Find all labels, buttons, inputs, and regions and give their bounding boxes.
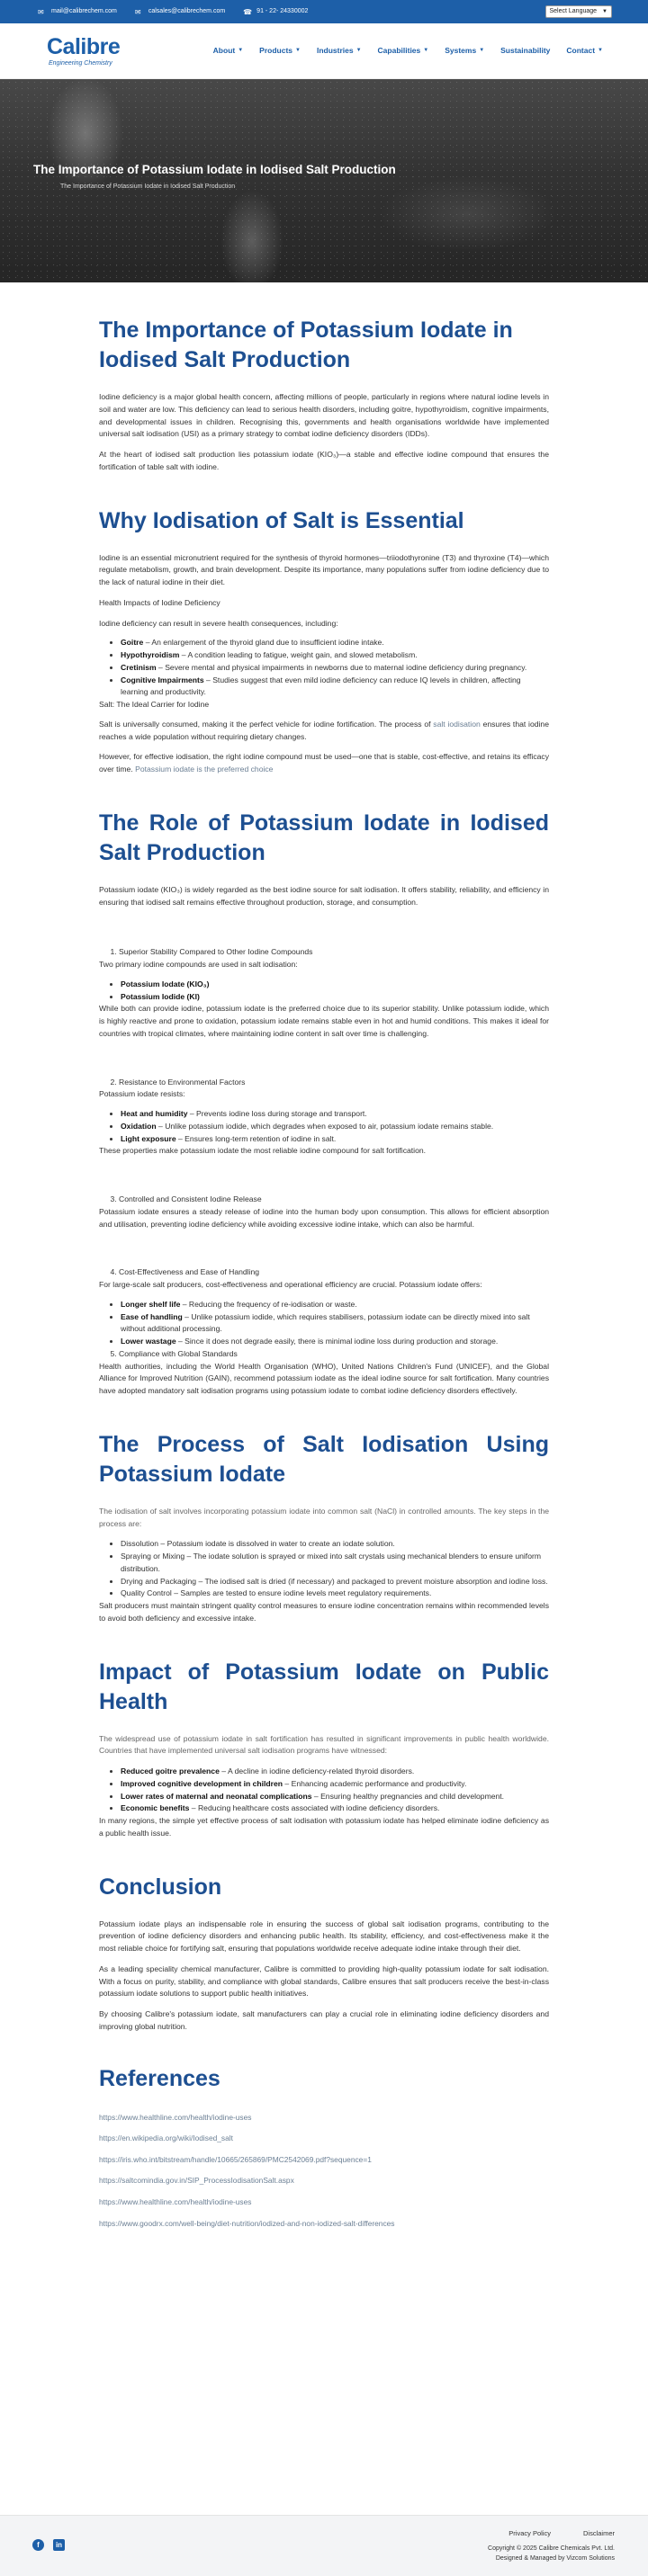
list-item-text: – A condition leading to fatigue, weight gain, and slowed metabolism. bbox=[179, 650, 418, 659]
intro-paragraph-2: At the heart of iodised salt production lies potassium iodate (KIO₃)—a stable and effective iodine compound that ensures the fortification of table salt with iodine. bbox=[99, 450, 549, 471]
list-item-text: – Studies suggest that even mild iodine deficiency can reduce IQ levels in children, affecting learning and productivity. bbox=[121, 675, 521, 697]
list-item-term: Reduced goitre prevalence bbox=[121, 1767, 220, 1775]
nav-item-about[interactable] bbox=[213, 45, 244, 57]
role-point-heading: 3. Controlled and Consistent Iodine Release bbox=[119, 1194, 549, 1206]
hero-overlay bbox=[0, 79, 648, 282]
list-item-term: Cretinism bbox=[121, 662, 157, 672]
why-subheading-salt: Salt: The Ideal Carrier for Iodine bbox=[99, 700, 210, 709]
chevron-down-icon: ▼ bbox=[295, 48, 301, 53]
role-point-heading: 4. Cost-Effectiveness and Ease of Handling bbox=[119, 1266, 549, 1279]
cost-effectiveness-list bbox=[99, 1299, 549, 1348]
role-point-heading: 2. Resistance to Environmental Factors bbox=[119, 1077, 549, 1089]
reference-link[interactable]: https://iris.who.int/bitstream/handle/10665/265869/PMC2542069.pdf?sequence=1 bbox=[99, 2154, 372, 2164]
breadcrumb: The Importance of Potassium Iodate in Iodised Salt Production bbox=[60, 183, 236, 190]
logo-name: Calibre bbox=[47, 33, 121, 59]
chevron-down-icon: ▼ bbox=[356, 48, 362, 53]
nav-item-label: Systems bbox=[445, 46, 477, 56]
envelope-icon: ✉ bbox=[38, 7, 44, 16]
privacy-policy-link[interactable]: Privacy Policy bbox=[508, 2529, 551, 2537]
nav-item-systems[interactable] bbox=[445, 45, 484, 57]
facebook-icon[interactable]: f bbox=[32, 2539, 44, 2551]
email-text-mail[interactable]: mail@calibrechem.com bbox=[51, 7, 117, 14]
top-bar bbox=[0, 0, 648, 23]
list-item-term: Lower rates of maternal and neonatal complications bbox=[121, 1791, 312, 1801]
nav-item-label: Contact bbox=[566, 46, 596, 56]
role-point-1 bbox=[99, 946, 549, 959]
list-item bbox=[121, 1133, 549, 1146]
list-item-term: Potassium Iodate (KIO₃) bbox=[121, 979, 210, 988]
hero-title: The Importance of Potassium Iodate in Iodised Salt Production bbox=[33, 163, 396, 176]
list-item-text: – An enlargement of the thyroid gland due to insufficient iodine intake. bbox=[143, 638, 384, 648]
why-paragraph-4 bbox=[99, 751, 549, 776]
role-point-3 bbox=[99, 1194, 549, 1206]
impact-paragraph-2: In many regions, the simple yet effective process of salt iodisation with potassium iodate has helped eliminate iodine deficiency as a public health issue. bbox=[99, 1816, 549, 1838]
main-navigation bbox=[0, 23, 648, 79]
list-item bbox=[121, 1336, 549, 1348]
list-item-text: – Reducing healthcare costs associated with iodine deficiency disorders. bbox=[189, 1803, 440, 1813]
footer bbox=[0, 2515, 648, 2576]
hero-banner bbox=[0, 79, 648, 282]
list-item bbox=[121, 1108, 549, 1121]
why-paragraph-2: Iodine deficiency can result in severe health consequences, including: bbox=[99, 618, 338, 628]
nav-menu bbox=[197, 45, 603, 57]
role-point-1-intro: Two primary iodine compounds are used in salt iodisation: bbox=[99, 960, 298, 969]
email-link-sales[interactable] bbox=[135, 7, 225, 17]
nav-item-capabilities[interactable] bbox=[378, 45, 429, 57]
preferred-choice-link[interactable]: Potassium iodate is the preferred choice bbox=[135, 765, 274, 774]
list-item-term: Longer shelf life bbox=[121, 1299, 181, 1309]
list-item-term: Potassium Iodide (KI) bbox=[121, 991, 200, 1001]
nav-item-label: Products bbox=[259, 46, 293, 56]
role-paragraph-1: Potassium iodate (KIO₃) is widely regarded as the best iodine source for salt iodisation. It offers stability, reliability, and efficiency in ensuring that iodised salt remains effective throughout production, storage, and consumption. bbox=[99, 884, 549, 907]
list-item-term: Improved cognitive development in children bbox=[121, 1778, 284, 1788]
list-item bbox=[121, 1766, 549, 1778]
list-item-text: – Ensures long-term retention of iodine in salt. bbox=[176, 1133, 337, 1143]
email-text-sales[interactable]: calsales@calibrechem.com bbox=[148, 7, 226, 14]
why-paragraph-3-start: Salt is universally consumed, making it the perfect vehicle for iodine fortification. The process of bbox=[99, 719, 434, 729]
list-item-term: Ease of handling bbox=[121, 1311, 183, 1321]
disclaimer-link[interactable]: Disclaimer bbox=[582, 2529, 615, 2537]
list-item-text: – Unlike potassium iodide, which degrades when exposed to air, potassium iodate remains stable. bbox=[156, 1121, 494, 1131]
list-item-term: Light exposure bbox=[121, 1133, 176, 1143]
nav-item-products[interactable] bbox=[259, 45, 301, 57]
list-item-text: – Prevents iodine loss during storage and transport. bbox=[187, 1109, 367, 1118]
list-item-term: Oxidation bbox=[121, 1121, 157, 1131]
list-item-text: – Severe mental and physical impairments in newborns due to maternal iodine deficiency during pregnancy. bbox=[156, 662, 527, 672]
why-subheading-health: Health Impacts of Iodine Deficiency bbox=[99, 597, 220, 607]
reference-link[interactable]: https://saltcomindia.gov.in/SIP_ProcessIodisationSalt.aspx bbox=[99, 2176, 294, 2186]
role-point-5 bbox=[99, 1348, 549, 1361]
reference-link[interactable]: https://www.healthline.com/health/iodine-uses bbox=[99, 2196, 252, 2206]
chevron-down-icon: ▼ bbox=[423, 48, 429, 53]
copyright-block bbox=[488, 2545, 615, 2564]
list-item bbox=[121, 675, 549, 700]
section-title-process: The Process of Salt Iodisation Using Potassium Iodate bbox=[99, 1431, 549, 1487]
list-item bbox=[121, 1299, 549, 1311]
why-paragraph-4-start: However, for effective iodisation, the right iodine compound must be used—one that is stable, cost-effective, and retains its efficacy over time. bbox=[99, 752, 549, 774]
list-item-term: Hypothyroidism bbox=[121, 650, 180, 659]
list-item: • Spraying or Mixing – The iodate solution is sprayed or mixed into salt crystals using mechanical blenders to ensure uniform distribution. bbox=[121, 1551, 549, 1576]
list-item bbox=[121, 637, 549, 649]
environmental-resistance-list bbox=[99, 1108, 549, 1145]
conclusion-paragraph-3: By choosing Calibre's potassium iodate, salt manufacturers can play a crucial role in eliminating iodine deficiency disorders and improving global nutrition. bbox=[99, 2009, 549, 2031]
role-point-4 bbox=[99, 1266, 549, 1279]
nav-item-label: Industries bbox=[316, 46, 354, 56]
impact-paragraph-1: The widespread use of potassium iodate in salt fortification has resulted in significant improvements in public health worldwide. Countries that have implemented universal salt iodisation programs have witnessed: bbox=[99, 1733, 549, 1756]
credit-text: Designed & Managed by Vizcom Solutions bbox=[495, 2554, 615, 2562]
chevron-down-icon: ▼ bbox=[479, 48, 485, 53]
list-item-term: Economic benefits bbox=[121, 1803, 190, 1813]
list-item bbox=[121, 991, 549, 1004]
list-item bbox=[121, 979, 549, 991]
section-title-role: The Role of Potassium Iodate in Iodised Salt Production bbox=[99, 809, 549, 865]
list-item-term: Cognitive Impairments bbox=[121, 675, 204, 684]
envelope-icon: ✉ bbox=[134, 7, 141, 16]
chevron-down-icon: ▼ bbox=[602, 8, 608, 14]
process-steps-list bbox=[99, 1538, 549, 1600]
role-point-heading: 1. Superior Stability Compared to Other Iodine Compounds bbox=[119, 946, 549, 959]
section-title-impact: Impact of Potassium Iodate on Public Health bbox=[99, 1659, 549, 1714]
list-item bbox=[121, 662, 549, 675]
phone-link[interactable] bbox=[243, 7, 308, 17]
role-point-4-intro: For large-scale salt producers, cost-effectiveness and operational efficiency are crucial. Potassium iodate offers: bbox=[99, 1280, 482, 1289]
logo-tagline: Engineering Chemistry bbox=[49, 59, 112, 67]
footer-links bbox=[476, 2528, 615, 2538]
language-select-value: Select Language bbox=[549, 7, 598, 14]
social-links bbox=[32, 2539, 74, 2551]
reference-link[interactable]: https://www.healthline.com/health/iodine-uses bbox=[99, 2112, 252, 2122]
list-item-text: – Since it does not degrade easily, there is minimal iodine loss during production and storage. bbox=[176, 1337, 499, 1346]
role-point-2 bbox=[99, 1077, 549, 1089]
phone-text[interactable]: 91 - 22- 24330002 bbox=[256, 7, 309, 14]
list-item-term: Lower wastage bbox=[121, 1337, 176, 1346]
role-point-1-body: While both can provide iodine, potassium iodate is the preferred choice due to its superior stability. Unlike potassium iodide, which is highly reactive and prone to oxidation, potassium iodate remains stable even in hot and humid conditions. This makes it ideal for countries with tropical climates, where maintaining iodine content in salt over time is challenging. bbox=[99, 1004, 549, 1038]
nav-item-contact[interactable] bbox=[566, 45, 603, 57]
nav-item-label: Capabilities bbox=[377, 46, 421, 56]
list-item-term: Goitre bbox=[121, 638, 144, 648]
copyright-text: Copyright © 2025 Calibre Chemicals Pvt. Ltd. bbox=[488, 2545, 615, 2552]
conclusion-paragraph-1: Potassium iodate plays an indispensable role in ensuring the success of global salt iodisation programs, contributing to the prevention of iodine deficiency disorders and enhancing public health. Its stability, efficiency, and cost-effectiveness make it the most reliable choice for fortifying salt, ensuring that populations worldwide receive adequate iodine intake through their diet. bbox=[99, 1919, 549, 1953]
role-point-heading: 5. Compliance with Global Standards bbox=[119, 1348, 549, 1361]
why-paragraph-3 bbox=[99, 719, 549, 744]
conclusion-paragraph-2: As a leading speciality chemical manufacturer, Calibre is committed to providing high-quality potassium iodate for salt iodisation. With a focus on purity, stability, and compliance with global standards, Calibre ensures that salt producers receive the best-in-class potassium iodate solutions to support public health initiatives. bbox=[99, 1963, 549, 1999]
nav-item-label: About bbox=[212, 46, 236, 56]
role-point-2-intro: Potassium iodate resists: bbox=[99, 1089, 185, 1099]
nav-item-label: Sustainability bbox=[500, 46, 551, 56]
section-title-conclusion: Conclusion bbox=[99, 1874, 222, 1900]
role-point-3-body: Potassium iodate ensures a steady release of iodine into the human body upon consumption. This allows for efficient absorption and utilisation, preventing iodine deficiency while avoiding excessive iodine intake, which can also be harmful. bbox=[99, 1206, 549, 1229]
logo[interactable] bbox=[47, 33, 121, 67]
why-paragraph-3-end: ensures that iodine reaches a wide population without requiring dietary changes. bbox=[99, 719, 549, 741]
list-item bbox=[121, 1791, 549, 1803]
list-item-text: – Enhancing academic performance and productivity. bbox=[283, 1778, 467, 1788]
salt-iodisation-link[interactable]: salt iodisation bbox=[433, 719, 481, 729]
list-item: • Quality Control – Samples are tested to ensure iodine levels meet regulatory requirements. bbox=[121, 1588, 549, 1600]
nav-item-industries[interactable] bbox=[317, 45, 362, 57]
references-list bbox=[99, 2112, 549, 2230]
role-point-2-body: These properties make potassium iodate the most reliable iodine compound for salt fortification. bbox=[99, 1146, 427, 1156]
chevron-down-icon: ▼ bbox=[238, 48, 244, 53]
chevron-down-icon: ▼ bbox=[598, 48, 603, 53]
process-paragraph-1: The iodisation of salt involves incorporating potassium iodate into common salt (NaCl) in controlled amounts. The key steps in the process are: bbox=[99, 1506, 549, 1528]
phone-icon: ☎ bbox=[243, 7, 253, 16]
list-item: • Dissolution – Potassium iodate is dissolved in water to create an iodate solution. bbox=[121, 1538, 549, 1551]
linkedin-icon[interactable]: in bbox=[53, 2539, 65, 2551]
intro-paragraph-1: Iodine deficiency is a major global health concern, affecting millions of people, particularly in regions where natural iodine levels in soil and water are low. This deficiency can lead to serious health disorders, including goitre, hypothyroidism, cognitive impairments, and developmental issues in children. Recognising this, governments and health organisations worldwide have implemented universal salt iodisation (USI) as a primary strategy to combat iodine deficiency disorders (IDDs). bbox=[99, 392, 549, 439]
reference-link[interactable]: https://www.goodrx.com/well-being/diet-nutrition/iodized-and-non-iodized-salt-differences bbox=[99, 2218, 395, 2228]
list-item-text: – Unlike potassium iodide, which requires stabilisers, potassium iodate can be directly mixed into salt without additional processing. bbox=[121, 1311, 530, 1334]
list-item bbox=[121, 649, 549, 662]
nav-item-sustainability[interactable] bbox=[500, 45, 550, 57]
list-item-text: – A decline in iodine deficiency-related thyroid disorders. bbox=[219, 1767, 415, 1775]
impact-benefits-list bbox=[99, 1766, 549, 1815]
list-item bbox=[121, 1778, 549, 1791]
role-point-5-body: Health authorities, including the World Health Organisation (WHO), United Nations Children's Fund (UNICEF), and the Global Alliance for Improved Nutrition (GAIN), recommend potassium iodate as the ideal iodine source for salt fortification. Many countries have adopted mandatory salt iodisation programs using potassium iodate to combat iodine deficiency disorders effectively. bbox=[99, 1361, 549, 1395]
process-paragraph-2: Salt producers must maintain stringent quality control measures to ensure iodine concentration remains within recommended levels to avoid both deficiency and excessive intake. bbox=[99, 1601, 549, 1623]
language-select[interactable] bbox=[545, 5, 613, 19]
list-item-text: – Ensuring healthy pregnancies and child development. bbox=[311, 1791, 505, 1801]
email-link-mail[interactable] bbox=[38, 7, 117, 17]
list-item-term: Heat and humidity bbox=[121, 1109, 188, 1118]
article-title: The Importance of Potassium Iodate in Iodised Salt Production bbox=[99, 318, 513, 372]
health-impacts-list bbox=[99, 637, 549, 699]
list-item bbox=[121, 1311, 549, 1337]
iodine-compounds-list bbox=[99, 979, 549, 1004]
article-body bbox=[0, 316, 648, 2229]
section-title-references: References bbox=[99, 2065, 220, 2091]
list-item bbox=[121, 1121, 549, 1133]
list-item bbox=[121, 1802, 549, 1815]
section-title-why: Why Iodisation of Salt is Essential bbox=[99, 507, 464, 533]
reference-link[interactable]: https://en.wikipedia.org/wiki/Iodised_salt bbox=[99, 2133, 233, 2143]
why-paragraph-1: Iodine is an essential micronutrient required for the synthesis of thyroid hormones—triiodothyronine (T3) and thyroxine (T4)—which regulate metabolism, growth, and brain development. Despite its importance, many populations suffer from iodine deficiency due to the lack of natural iodine in their diet. bbox=[99, 552, 549, 586]
list-item-text: – Reducing the frequency of re-iodisation or waste. bbox=[180, 1299, 357, 1309]
list-item: • Drying and Packaging – The iodised salt is dried (if necessary) and packaged to prevent moisture absorption and iodine loss. bbox=[121, 1576, 549, 1588]
